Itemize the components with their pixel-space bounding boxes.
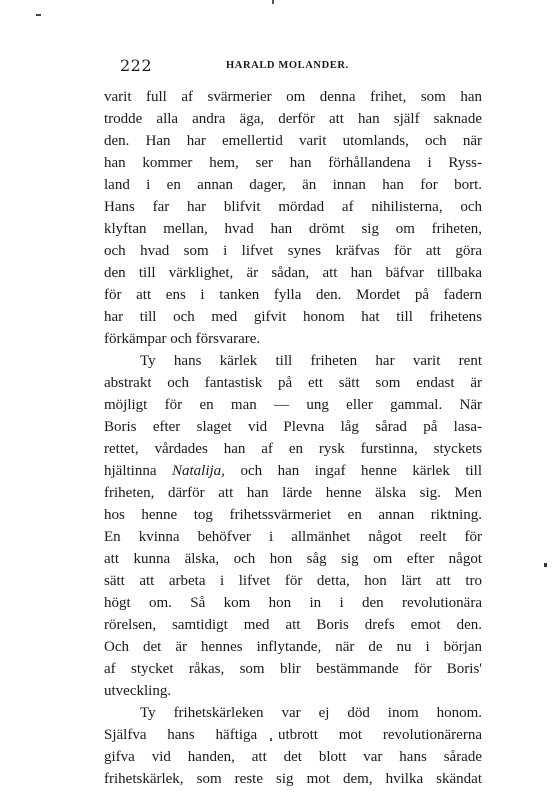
text-line: abstrakt och fantastisk på ett sätt som endast är (104, 375, 482, 391)
text-line: Hans far har blifvit mördad af nihilisterna, och (104, 199, 482, 215)
text-line: Boris efter slaget vid Plevna låg sårad på lasa- (104, 419, 482, 435)
text-line-mixed (104, 460, 482, 482)
scan-mark (544, 563, 547, 567)
text-line: frihetskärlek, som reste sig mot dem, hvilka skändat (104, 771, 482, 787)
scan-mark (36, 14, 41, 16)
text-line: utveckling. (104, 683, 172, 699)
text-line: En kvinna behöfver i allmänhet något reelt för (104, 529, 482, 545)
text-line: trodde alla andra äga, derför att han själf saknade (104, 111, 482, 127)
text-line: rettet, vårdades han af en rysk furstinna, styckets (104, 441, 482, 457)
text-line: sätt att arbeta i lifvet för detta, hon lärt att tro (104, 573, 482, 589)
text-line: land i en annan dager, än innan han for bort. (104, 177, 482, 193)
text-line: har till och med gifvit honom hat till frihetens (104, 309, 482, 325)
text-line: förkämpar och försvarare. (104, 331, 261, 347)
page-header (120, 56, 420, 76)
text-line: för att ens i tanken fylla den. Mordet på fadern (104, 287, 482, 303)
text-line: Och det är hennes inflytande, när de nu i början (104, 639, 482, 655)
text-line: Själfva hans häftiga utbrott mot revolutionärerna (104, 727, 482, 743)
text-line: gifva vid handen, att det blott var hans sårade (104, 749, 482, 765)
text-segment: hjältinna (104, 463, 157, 479)
text-line: den. Han har emellertid varit utomlands, och när (104, 133, 482, 149)
scan-mark (272, 0, 274, 4)
character-name: Natalija, (172, 463, 225, 479)
page-number: 222 (120, 56, 153, 75)
text-line: den till värklighet, är sådan, att han bäfvar tillbaka (104, 265, 482, 281)
text-line: Ty hans kärlek till friheten har varit rent (140, 353, 482, 369)
text-line: Ty frihetskärleken var ej död inom honom. (140, 705, 482, 721)
text-line: att kunna älska, och hon såg sig om efter något (104, 551, 482, 567)
running-head: HARALD MOLANDER. (226, 60, 349, 71)
text-line: möjligt för en man — ung eller gammal. När (104, 397, 482, 413)
text-line: rörelsen, samtidigt med att Boris drefs emot den. (104, 617, 482, 633)
text-line: hos henne tog frihetssvärmeriet en annan riktning. (104, 507, 482, 523)
text-line: klyftan mellan, hvad han drömt sig om friheten, (104, 221, 482, 237)
text-line: och hvad som i lifvet synes kräfvas för att göra (104, 243, 482, 259)
text-line: han kommer hem, ser han förhållandena i Ryss- (104, 155, 482, 171)
text-line: varit full af svärmerier om denna frihet, som han (104, 89, 482, 105)
text-line: friheten, därför att han lärde henne älska sig. Men (104, 485, 482, 501)
text-segment: och han ingaf henne kärlek till (240, 463, 483, 479)
text-line: af stycket råkas, som blir bestämmande för Boris' (104, 661, 482, 677)
text-line: högt om. Så kom hon in i den revolutionära (104, 595, 482, 611)
body-text (104, 86, 482, 790)
